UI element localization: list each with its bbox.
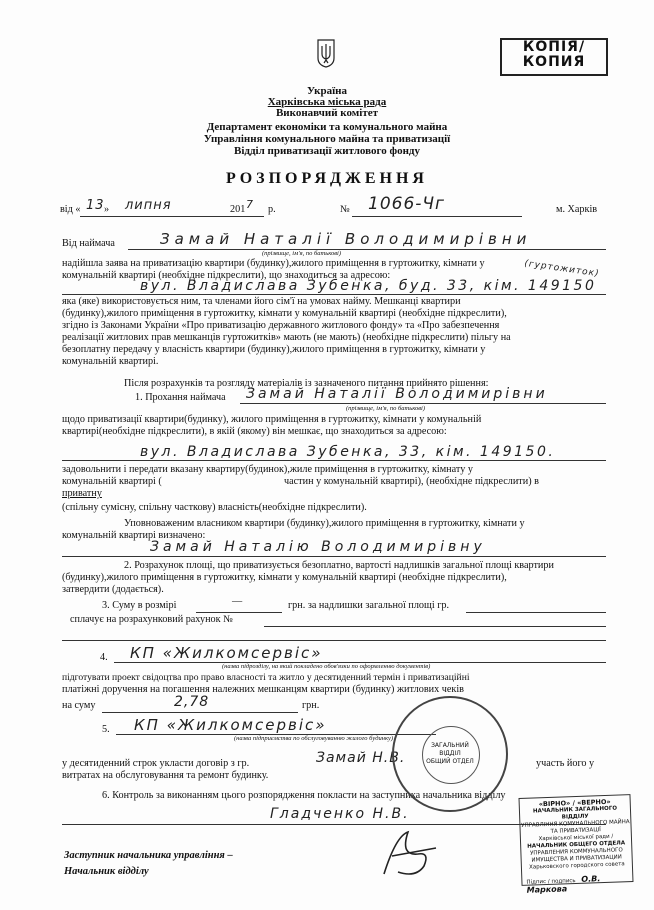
from-label: Від наймача — [62, 238, 115, 249]
copy-stamp: КОПІЯ/ КОПИЯ — [500, 38, 608, 76]
document-page: КОПІЯ/ КОПИЯ Україна Харківська міська рада Виконавчий комітет Департамент економіки та комунального майна Управління комунального майна та приватизації Відділ приватизації житлового фонду РОЗПОРЯДЖЕННЯ від « 13 » липня 201 7 р. № 1066-Чг м. Харків Від наймача Замай Наталії Володимирівни (прізвище, ім'я, по батькові) надійшла заява на приватизацію квартири (будинку),жилого приміщення в гуртожитку, кімнати у комунальній квартирі (необхідне підкреслити), що знаходиться за адресою: (гуртожиток) вул. Владислава Зубенка, буд. 33, кім. 149150 яка (яке) використовується ним, та членами його сім'ї на умовах найму. Мешканці квартири (будинку),жилого приміщення в гуртожитку, кімнати у комунальній квартирі (необхідне підкреслити), згідно із Законами України «Про приватизацію державного житлового фонду» та «Про забезпечення реалізації житлових прав мешканців гуртожитків» мають (не мають) (необхідне підкреслити) пільгу на безоплатну передачу у власність квартири (будинку),жилого приміщення в гуртожитку, кімнати у комунальній квартирі. Після розрахунків та розгляду матеріалів із зазначеного питання прийнято рішення: 1. Прохання наймача Замай Наталії Володимирівни (прізвище, ім'я, по батькові) щодо приватизації квартири(будинку), жилого приміщення в гуртожитку, кімнати у комунальній квартирі(необхідне підкреслити), в якій (якому) він мешкає, що знаходиться за адресою: вул. Владислава Зубенка, 33, кім. 149150. задовольнити і передати вказану квартиру(будинок),жиле приміщення в гуртожитку, кімнату у комунальній квартирі ( частин у комунальній квартирі), (необхідне підкреслити) в приватну (спільну сумісну, спільну часткову) власність(необхідне підкреслити). Уповноваженим власником квартири (будинку),жилого приміщення в гуртожитку, кімнати у комунальній квартирі визначено: Замай Наталію Володимирівну 2. Розрахунок площі, що приватизується безоплатно, вартості надлишків загальної площі квартири (будинку),жилого приміщення в гуртожитку, кімнати у комунальній квартирі (необхідне підкреслити), затвердити (додається). 3. Суму в розмірі — грн. за надлишки загальної площі гр. сплачує на розрахунковий рахунок № 4. КП «Жилкомсервіс» (назва підрозділу, на який покладено обов'язки по оформленню документів) підготувати проект свідоцтва про право власності та житло у десятиденний термін і приватизаційні платіжні доручення на погашення належних мешканцям квартири (будинку) житлових чеків на суму 2,78 грн. 5. КП «Жилкомсервіс» (назва підприємства по обслуговуванню жилого будинку) у десятиденний строк укласти договір з гр. Замай Н.В. участь його у витратах на обслуговування та ремонт будинку. 6. Контроль за виконанням цього розпорядження покласти на заступника начальника відділу Гладченко Н.В. Заступник начальника управління – Начальник відділу ЗАГАЛЬНИЙ ВІДДІЛ ОБЩИЙ ОТДЕЛ «ВІРНО» / «ВЕРНО» НАЧАЛЬНИК ЗАГАЛЬНОГО ВІДДІЛУ УПРАВЛІННЯ КОМУНАЛЬНОГО МАЙНА ТА ПРИВАТИЗАЦІЇ Харківської міської ради / НАЧАЛЬНИК ОБЩЕГО ОТДЕЛА УПРАВЛЕНИЯ КОММУНАЛЬНОГО ИМУЩЕСТВА И ПРИВАТИЗАЦИИ Харьковского городского совета Підпис / подпись О.В. Маркова — [0, 0, 654, 910]
org-1: КП «Жилкомсервіс» — [130, 644, 323, 662]
address-2: вул. Владислава Зубенка, 33, кім. 149150. — [140, 444, 556, 460]
date-day: 13 — [86, 198, 105, 213]
document-title: РОЗПОРЯДЖЕННЯ — [226, 170, 428, 187]
org-2: КП «Жилкомсервіс» — [134, 716, 327, 734]
tenant-name-2: Замай Наталії Володимирівни — [246, 386, 548, 402]
address-1: вул. Владислава Зубенка, буд. 33, кім. 149150 — [140, 278, 597, 294]
date-sep: » — [104, 204, 110, 215]
official-round-seal: ЗАГАЛЬНИЙ ВІДДІЛ ОБЩИЙ ОТДЕЛ — [392, 696, 508, 812]
owner-name: Замай Наталію Володимирівну — [150, 539, 486, 555]
date-year-digit: 7 — [246, 198, 254, 211]
number-label: № — [340, 204, 350, 215]
verification-stamp: «ВІРНО» / «ВЕРНО» НАЧАЛЬНИК ЗАГАЛЬНОГО ВІДДІЛУ УПРАВЛІННЯ КОМУНАЛЬНОГО МАЙНА ТА ПРИВАТИЗАЦІЇ Харківської міської ради / НАЧАЛЬНИК ОБЩЕГО ОТДЕЛА УПРАВЛЕНИЯ КОММУНАЛЬНОГО ИМУЩЕСТВА И ПРИВАТИЗАЦИИ Харьковского городского совета Підпис / подпись О.В. Маркова — [518, 794, 633, 886]
date-from-label: від « — [60, 204, 81, 215]
decree-number: 1066-Чг — [368, 194, 445, 214]
date-year-prefix: 201 — [230, 204, 246, 215]
header-administration: Управління комунального майна та приватизації — [203, 133, 451, 145]
trident-emblem-icon — [316, 38, 336, 68]
date-month: липня — [125, 198, 172, 213]
date-r: р. — [268, 204, 276, 215]
header-division: Відділ приватизації житлового фонду — [233, 145, 420, 157]
tenant-short-name: Замай Н.В. — [316, 750, 406, 766]
signature-title-1: Заступник начальника управління – — [64, 850, 233, 861]
header-committee: Виконавчий комітет — [275, 107, 379, 119]
city: м. Харків — [556, 204, 598, 215]
header-country: Україна — [306, 85, 348, 97]
signature-scribble-icon — [378, 826, 442, 882]
header-council: Харківська міська рада — [267, 96, 387, 108]
signature-title-2: Начальник відділу — [64, 866, 149, 877]
hand-note: (гуртожиток) — [523, 258, 601, 280]
controller-name: Гладченко Н.В. — [270, 806, 410, 822]
check-sum: 2,78 — [174, 694, 210, 710]
header-department: Департамент економіки та комунального майна — [206, 121, 448, 133]
tenant-name: Замай Наталії Володимирівни — [160, 230, 532, 248]
